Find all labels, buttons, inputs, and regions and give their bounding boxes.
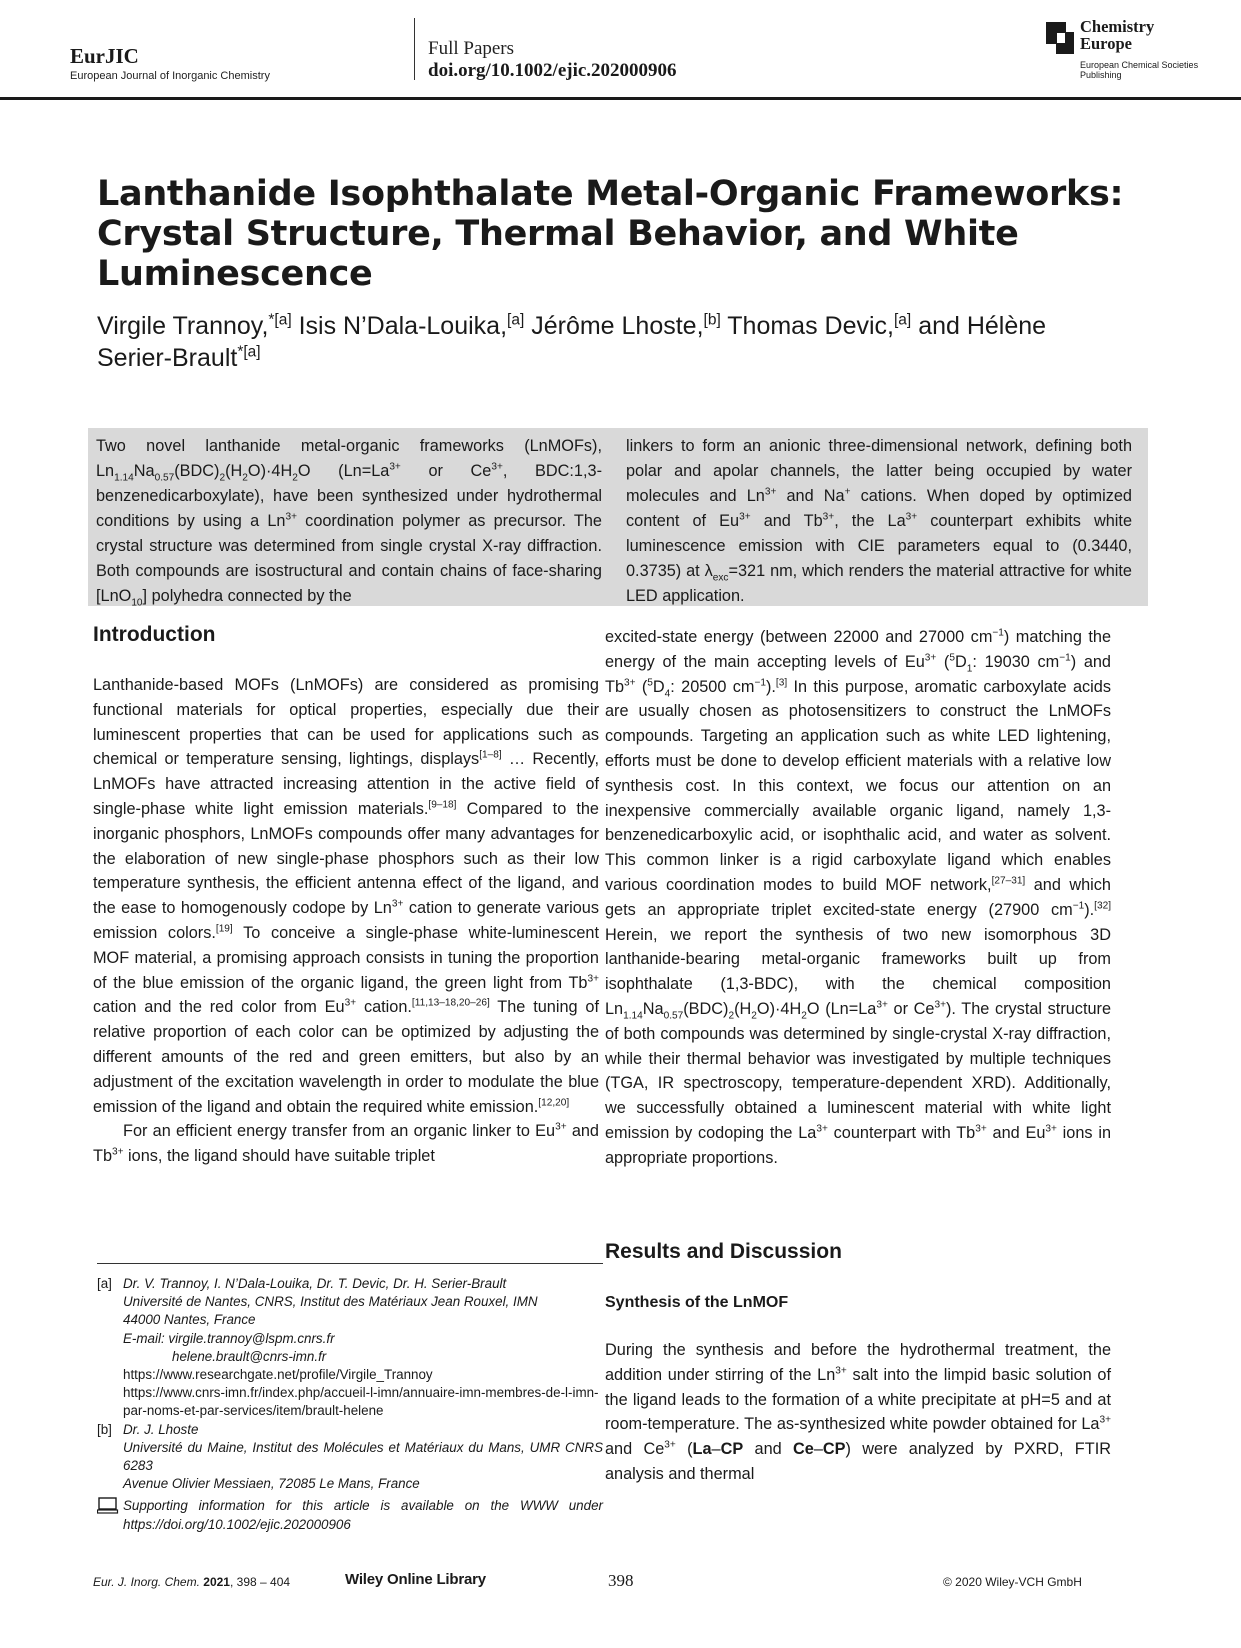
synthesis-body [605,1338,1111,1487]
footnote-a-institution: Université de Nantes, CNRS, Institut des Matériaux Jean Rouxel, IMN [123,1294,538,1310]
footnote-a-names: Dr. V. Trannoy, I. N’Dala-Louika, Dr. T. Devic, Dr. H. Serier-Brault [123,1276,507,1291]
affiliation-footnotes [97,1275,603,1534]
footnote-a-email-2[interactable]: helene.brault@cnrs-imn.fr [172,1348,327,1364]
introduction-body [93,673,599,1169]
author-name: Jérôme Lhoste, [531,312,704,340]
footnote-rule [97,1263,603,1264]
abstract-left-column: Two novel lanthanide metal-organic frameworks (LnMOFs), $Ln_{1.14}Na_{0.57}(BDC)_2(H_2O)\cdot 4H_2O$ ($Ln=La^{3+}$ or $Ce^{3+}$, BDC:1,3-benzenedicarboxylate), have been synthesized under hydrothermal conditions by using a $Ln^{3+}$ coordination polymer as precursor. The crystal structure was determined from single crystal X-ray diffraction. Both compounds are isostructural and contain chains of face-sharing [LnO$_{10}$] polyhedra connected by the [96,437,602,609]
author-affiliation-mark: [a] [507,311,525,329]
footnote-label: [a] [97,1276,112,1291]
abstract-right-column: linkers to form an anionic three-dimensional network, defining both polar and apolar channels, the latter being occupied by water molecules and $Ln^{3+}$ and Na+ cations. When doped by optimized content of $Eu^{3+}$ and $Tb^{3+}$, the $La^{3+}$ counterpart exhibits white luminescence emission with CIE parameters equal to (0.3440, 0.3735) at $\lambda_{exc}=321$ nm, which renders the material attractive for white LED application. [626,437,1132,605]
author-affiliation-mark: *[a] [268,311,292,329]
journal-name: European Journal of Inorganic Chemistry [70,70,270,82]
footnote-a-url-2[interactable]: https://www.cnrs-imn.fr/index.php/accueil-l-imn/annuaire-imn-membres-de-l-imn-par-noms-et-par-services/item/brault-helene [123,1385,599,1419]
introduction-heading: Introduction [93,623,216,646]
citation-footer: Eur. J. Inorg. Chem. 2021, 398 – 404 [93,1575,291,1589]
synthesis-subheading: Synthesis of the LnMOF [605,1294,789,1311]
author-name: Thomas Devic, [727,312,894,340]
doi-link[interactable]: doi.org/10.1002/ejic.202000906 [428,60,677,81]
footnote-b-institution: Université du Maine, Institut des Molécules et Matériaux du Mans, UMR CNRS 6283 [123,1439,603,1474]
intro-paragraph-1: Lanthanide-based MOFs (LnMOFs) are considered as promising functional materials for optical properties, especially due their luminescent properties that can be used for applications such as chemical or temperature sensing, lightings, displays[1–8] … Recently, LnMOFs have attracted increasing attention in the active field of single-phase white light emission materials.[9–18] Compared to the inorganic phosphors, LnMOFs compounds offer many advantages for the elaboration of new single-phase phosphors such as their low temperature synthesis, the efficient antenna effect of the ligand, and the ease to homogenously codope by $Ln^{3+}$ cation to generate various emission colors.[19] To conceive a single-phase white-luminescent MOF material, a promising approach consists in tuning the proportion of the blue emission of the organic ligand, the green light from $Tb^{3+}$ cation and the red color from $Eu^{3+}$ cation.[11,13–18,20–26] The tuning of relative proportion of each color can be optimized by adjusting the different amounts of the red and green emitters, but also by an adjustment of the excitation wavelength in order to modulate the blue emission of the ligand and obtain the required white emission.[12,20] [93,676,599,1116]
footnote-b-names: Dr. J. Lhoste [123,1421,199,1437]
introduction-continued [605,625,1111,1171]
supporting-information-note[interactable]: Supporting information for this article is available on the WWW under https://doi.org/10.1002/ejic.202000906 [123,1498,603,1532]
copyright: © 2020 Wiley-VCH GmbH [943,1575,1082,1589]
article-title: Lanthanide Isophthalate Metal-Organic Frameworks: Crystal Structure, Thermal Behavior, and White Luminescence [97,174,1124,294]
computer-monitor-icon [97,1497,119,1515]
results-heading: Results and Discussion [605,1240,842,1263]
author-list [97,310,1097,374]
journal-abbreviation: EurJIC [70,44,139,68]
intro-paragraph-2: For an efficient energy transfer from an organic linker to $Eu^{3+}$ and $Tb^{3+}$ ions, the ligand should have suitable triplet [93,1121,599,1166]
header-divider [414,18,415,80]
author-affiliation-mark: [a] [894,311,912,329]
footnote-a-url-1[interactable]: https://www.researchgate.net/profile/Virgile_Trannoy [123,1367,433,1383]
header-rule [0,97,1241,100]
author-affiliation-mark: [b] [703,311,721,329]
wiley-online-library-link[interactable]: Wiley Online Library [345,1571,486,1588]
publisher-subtitle: European Chemical Societies Publishing [1080,60,1199,80]
author-name: and Hélène Serier-Brault [97,312,1047,372]
intro-paragraph-3: excited-state energy (between 22000 and 27000 $cm^{-1}$) matching the energy of the main accepting levels of $Eu^{3+}$ ($^5D_1$: 19030 $cm^{-1}$) and $Tb^{3+}$ ($^5D_4$: 20500 $cm^{-1}).[3]$ In this purpose, aromatic carboxylate acids are usually chosen as photosensitizers to construct the LnMOFs compounds. Targeting an application such as white LED lightening, efforts must be done to develop efficient materials with a relative low synthesis cost. In this context, we focus our attention on an inexpensive commercially available organic ligand, namely 1,3-benzenedicarboxylic acid, or isophthalic acid, and water as solvent. This common linker is a rigid carboxylate ligand which enables various coordination modes to build MOF network,[27–31] and which gets an appropriate triplet excited-state energy (27900 $cm^{-1}).[32]$ Herein, we report the synthesis of two new isomorphous 3D lanthanide-bearing metal-organic frameworks built up from isophthalate (1,3-BDC), with the chemical composition $Ln_{1.14}Na_{0.57}(BDC)_2(H_2O)\cdot 4H_2O$ ($Ln=La^{3+}$ or $Ce^{3+}$). The crystal structure of both compounds was determined by single-crystal X-ray diffraction, while their thermal behavior was investigated by multiple techniques (TGA, IR spectroscopy, temperature-dependent XRD). Additionally, we successfully obtained a luminescent material with white light emission by codoping the $La^{3+}$ counterpart with $Tb^{3+}$ and $Eu^{3+}$ ions in appropriate proportions. [605,627,1111,1167]
author-name: Isis N’Dala-Louika, [298,312,508,340]
footnote-b-address: Avenue Olivier Messiaen, 72085 Le Mans, France [123,1476,420,1492]
author-name: Virgile Trannoy, [97,312,269,340]
footnote-a-city: 44000 Nantes, France [123,1312,256,1328]
author-affiliation-mark: *[a] [237,343,261,361]
publisher-name: Chemistry Europe [1080,17,1155,53]
chemistry-europe-logo-icon [1046,22,1074,54]
section-type: Full Papers [428,38,515,59]
synthesis-paragraph: During the synthesis and before the hydrothermal treatment, the addition under stirring of the $Ln^{3+}$ salt into the limpid basic solution of the ligand leads to the formation of a white precipitate at pH=5 and at room-temperature. The as-synthesized white powder obtained for $La^{3+}$ and $Ce^{3+}$ (La–CP and Ce–CP) were analyzed by PXRD, FTIR analysis and thermal [605,1341,1111,1483]
abstract-box [88,428,1148,609]
footnote-a-email[interactable]: E-mail: virgile.trannoy@lspm.cnrs.fr [123,1330,335,1346]
footnote-label: [b] [97,1421,112,1437]
page-number: 398 [608,1571,634,1590]
